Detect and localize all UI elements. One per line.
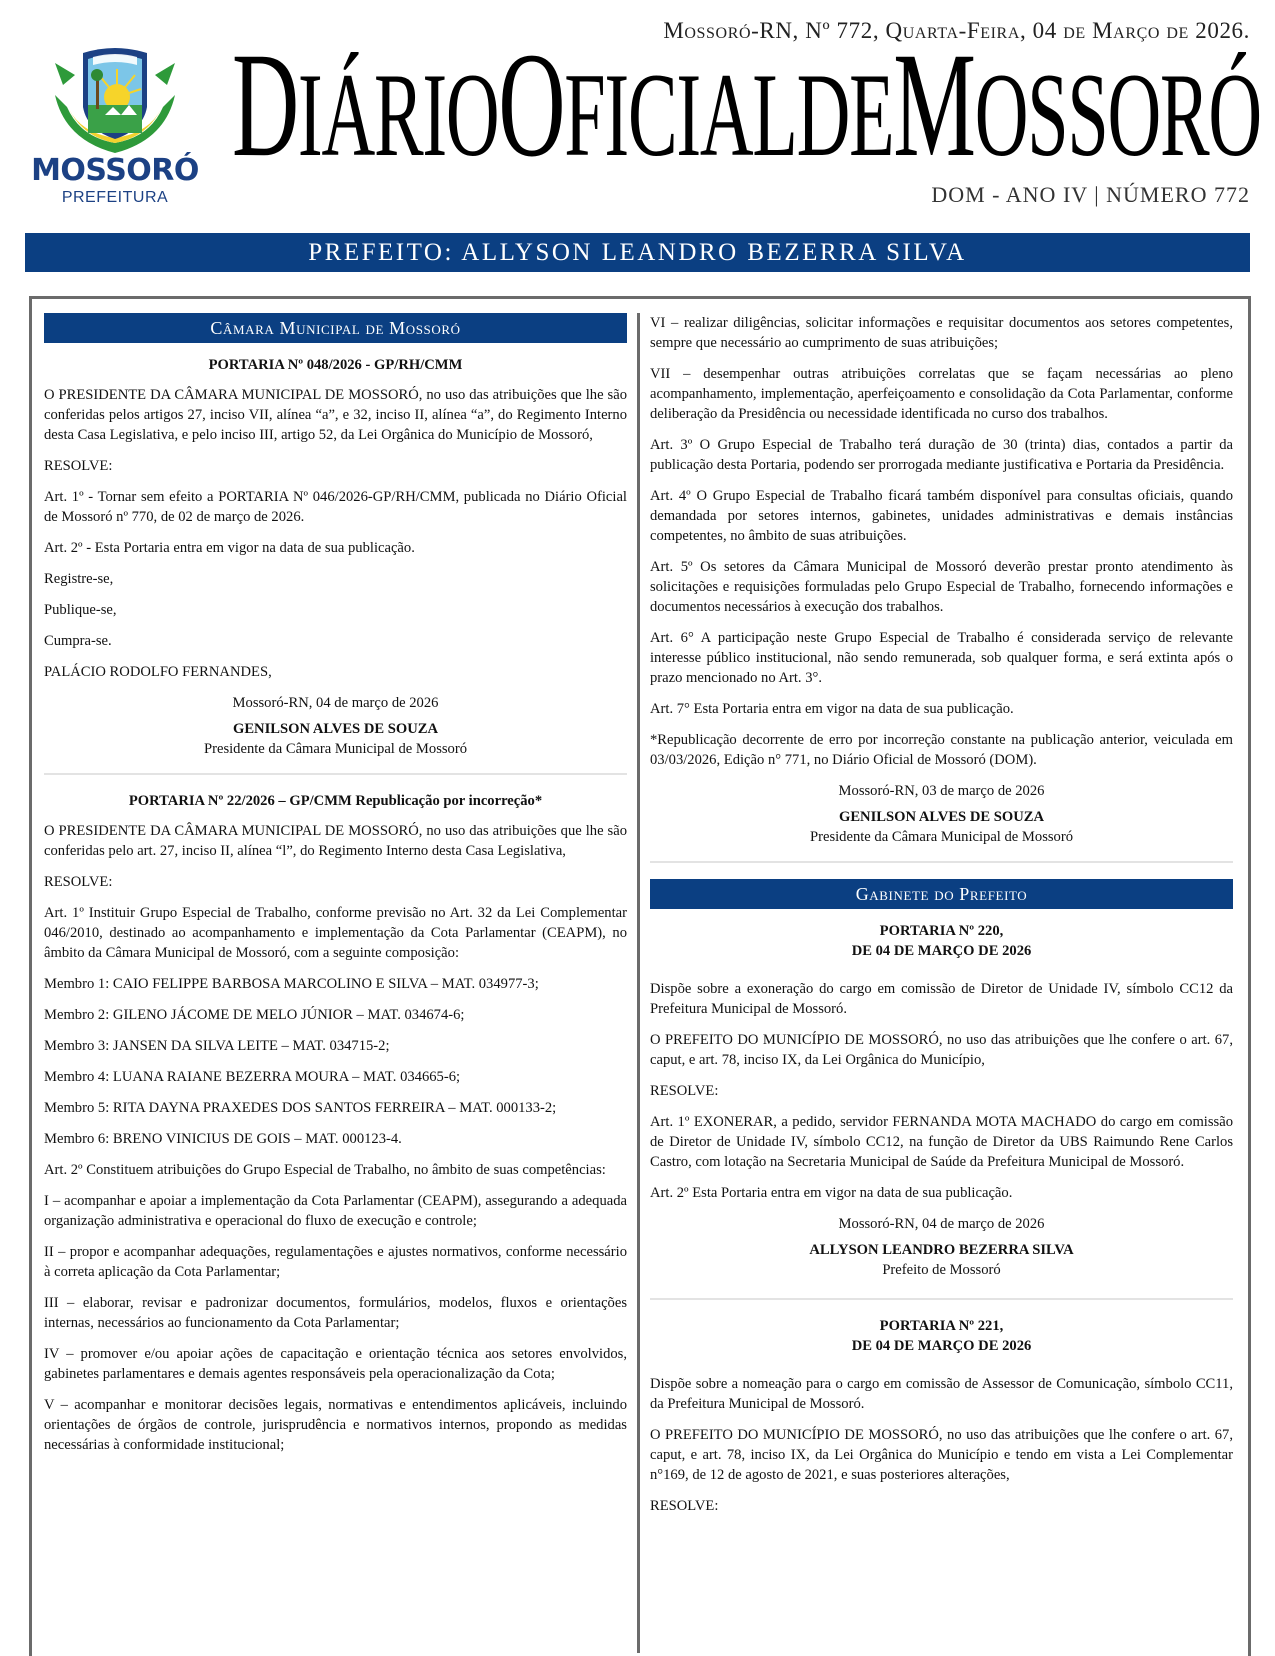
prefeito-banner: PREFEITO: ALLYSON LEANDRO BEZERRA SILVA	[25, 233, 1250, 272]
portaria-22-art7: Art. 7° Esta Portaria entra em vigor na data de sua publicação.	[650, 701, 1014, 717]
member-item: Membro 6: BRENO VINICIUS DE GOIS – MAT. 000123-4.	[44, 1131, 402, 1147]
portaria-22-art4: Art. 4º O Grupo Especial de Trabalho ficará também disponível para consultas oficiais, quando demandada por setores internos, gabinetes, unidades administrativas e demais instâncias competentes, no âmbito de suas atribuições.	[650, 488, 1233, 544]
section-divider	[44, 773, 627, 775]
portaria-048-publique: Publique-se,	[44, 602, 117, 618]
masthead-word: DE	[796, 48, 894, 181]
portaria-220-art2: Art. 2º Esta Portaria entra em vigor na data de sua publicação.	[650, 1185, 1013, 1201]
portaria-22-note: *Republicação decorrente de erro por incorreção constante na publicação anterior, veiculada em 03/03/2026, Edição n° 771, no Diário Oficial de Mossoró (DOM).	[650, 732, 1233, 768]
masthead-letter: D	[232, 22, 298, 188]
competence-item: I – acompanhar e apoiar a implementação da Cota Parlamentar (CEAPM), assegurando a adequada organização administrativa e operacional do fluxo de execução e controle;	[44, 1193, 627, 1229]
section-divider	[650, 861, 1233, 863]
portaria-22-signer-name: GENILSON ALVES DE SOUZA	[838, 809, 1045, 825]
member-item: Membro 2: GILENO JÁCOME DE MELO JÚNIOR – MAT. 034674-6;	[44, 1007, 465, 1023]
portaria-048-title: PORTARIA Nº 048/2026 - GP/RH/CMM	[208, 357, 463, 373]
masthead-word: OSSORÓ	[974, 48, 1261, 181]
portaria-220-summary: Dispõe sobre a exoneração do cargo em comissão de Diretor de Unidade IV, símbolo CC12 da Prefeitura Municipal de Mossoró.	[650, 981, 1233, 1017]
portaria-221-title-line1: PORTARIA Nº 221,	[879, 1318, 1004, 1334]
portaria-048-preamble: O PRESIDENTE DA CÂMARA MUNICIPAL DE MOSSORÓ, no uso das atribuições que lhe são conferidas pelos artigos 27, inciso VII, alínea “a”, e 32, inciso II, alínea “a”, do Regimento Interno desta Casa Legislativa, e pelo inciso III, artigo 52, da Lei Orgânica do Município de Mossoró,	[44, 387, 627, 443]
portaria-048-signer-role: Presidente da Câmara Municipal de Mossoró	[203, 741, 468, 757]
portaria-048-place-date: Mossoró-RN, 04 de março de 2026	[232, 695, 439, 711]
portaria-22-preamble: O PRESIDENTE DA CÂMARA MUNICIPAL DE MOSSORÓ, no uso das atribuições que lhe são conferidas pelo art. 27, inciso II, alínea “l”, do Regimento Interno desta Casa Legislativa,	[44, 823, 627, 859]
masthead-word: IÁRIO	[297, 48, 499, 181]
edition-dateline: Mossoró-RN, Nº 772, Quarta-Feira, 04 de Março de 2026.	[663, 18, 1250, 43]
member-item: Membro 3: JANSEN DA SILVA LEITE – MAT. 034715-2;	[44, 1038, 390, 1054]
member-item: Membro 5: RITA DAYNA PRAXEDES DOS SANTOS FERREIRA – MAT. 000133-2;	[44, 1100, 557, 1116]
portaria-220-place-date: Mossoró-RN, 04 de março de 2026	[838, 1216, 1045, 1232]
portaria-048-signer-name: GENILSON ALVES DE SOUZA	[232, 721, 439, 737]
portaria-22-art1: Art. 1º Instituir Grupo Especial de Trabalho, conforme previsão no Art. 32 da Lei Complementar 046/2010, destinado ao acompanhamento e implementação da Cota Parlamentar (CEAPM), no âmbito da Câmara Municipal de Mossoró, com a seguinte composição:	[44, 905, 627, 961]
portaria-22-resolve: RESOLVE:	[44, 874, 113, 890]
prefeitura-logo	[25, 45, 205, 205]
portaria-220-title-line1: PORTARIA Nº 220,	[879, 923, 1004, 939]
masthead-word: FICIAL	[564, 48, 797, 181]
portaria-220-signer-role: Prefeito de Mossoró	[882, 1262, 1001, 1278]
competence-item: II – propor e acompanhar adequações, regulamentações e ajustes normativos, conforme necessário à correta aplicação da Cota Parlamentar;	[44, 1244, 627, 1280]
portaria-048-resolve: RESOLVE:	[44, 458, 113, 474]
portaria-22-place-date: Mossoró-RN, 03 de março de 2026	[838, 783, 1045, 799]
portaria-22-art6: Art. 6° A participação neste Grupo Especial de Trabalho é considerada serviço de relevante interesse público institucional, não sendo remunerada, sob qualquer forma, e será extinta após o prazo mencionado no Art. 3°.	[650, 630, 1233, 686]
portaria-221-summary: Dispõe sobre a nomeação para o cargo em comissão de Assessor de Comunicação, símbolo CC11, da Prefeitura Municipal de Mossoró.	[650, 1376, 1233, 1412]
issue-number: DOM - ANO IV | NÚMERO 772	[931, 182, 1250, 207]
portaria-221-preamble: O PREFEITO DO MUNICÍPIO DE MOSSORÓ, no uso das atribuições que lhe confere o art. 67, caput, e art. 78, inciso IX, da Lei Orgânica do Município e tendo em vista a Lei Complementar n°169, de 12 de agosto de 2021, e suas posteriores alterações,	[650, 1427, 1233, 1483]
section-header-camara: Câmara Municipal de Mossoró	[44, 313, 627, 343]
portaria-221-resolve: RESOLVE:	[650, 1498, 719, 1514]
competence-item: IV – promover e/ou apoiar ações de capacitação e orientação técnica aos setores envolvidos, gabinetes parlamentares e demais agentes responsáveis pela operacionalização da Cota;	[44, 1346, 627, 1382]
section-divider	[650, 1298, 1233, 1300]
portaria-221-title-line2: DE 04 DE MARÇO DE 2026	[851, 1338, 1032, 1354]
left-column	[44, 313, 627, 1466]
member-item: Membro 4: LUANA RAIANE BEZERRA MOURA – MAT. 034665-6;	[44, 1069, 461, 1085]
competence-item: V – acompanhar e monitorar decisões legais, normativas e entendimentos aplicáveis, incluindo orientações de órgãos de controle, jurisprudência e normativos internos, propondo as medidas necessárias à conformidade institucional;	[44, 1397, 627, 1453]
masthead-letter: O	[498, 22, 565, 188]
portaria-22-art5: Art. 5º Os setores da Câmara Municipal de Mossoró deverão prestar pronto atendimento às solicitações e requisições formuladas pelo Grupo Especial de Trabalho, fornecendo informações e documentos necessários à execução dos trabalhos.	[650, 559, 1233, 615]
portaria-220-preamble: O PREFEITO DO MUNICÍPIO DE MOSSORÓ, no uso das atribuições que lhe confere o art. 67, caput, e art. 78, inciso IX, da Lei Orgânica do Município,	[650, 1032, 1233, 1068]
portaria-048-art1: Art. 1º - Tornar sem efeito a PORTARIA Nº 046/2026-GP/RH/CMM, publicada no Diário Oficial de Mossoró nº 770, de 02 de março de 2026.	[44, 489, 627, 525]
logo-city-name: MOSSORÓ	[31, 153, 199, 188]
portaria-048-palacio: PALÁCIO RODOLFO FERNANDES,	[44, 664, 272, 680]
portaria-22-art2: Art. 2º Constituem atribuições do Grupo Especial de Trabalho, no âmbito de suas competências:	[44, 1162, 606, 1178]
portaria-048-art2: Art. 2º - Esta Portaria entra em vigor na data de sua publicação.	[44, 540, 415, 556]
column-divider	[637, 313, 640, 1653]
portaria-22-title: PORTARIA Nº 22/2026 – GP/CMM Republicação por incorreção*	[128, 793, 543, 809]
portaria-22-art3: Art. 3º O Grupo Especial de Trabalho terá duração de 30 (trinta) dias, contados a partir da publicação desta Portaria, podendo ser prorrogada mediante justificativa e Portaria da Presidência.	[650, 437, 1233, 473]
right-column	[650, 313, 1233, 1527]
coat-of-arms-icon	[55, 45, 175, 155]
logo-subtitle: PREFEITURA	[61, 189, 169, 206]
portaria-220-signer-name: ALLYSON LEANDRO BEZERRA SILVA	[809, 1242, 1074, 1258]
competence-item: VII – desempenhar outras atribuições correlatas que se façam necessárias ao pleno acompanhamento, implementação, aperfeiçoamento e consolidação da Cota Parlamentar, conforme deliberação da Presidência ou necessidade identificada no curso dos trabalhos.	[650, 366, 1233, 422]
portaria-220-title-line2: DE 04 DE MARÇO DE 2026	[851, 943, 1032, 959]
competence-item: VI – realizar diligências, solicitar informações e requisitar documentos aos setores competentes, sempre que necessário ao cumprimento de suas atribuições;	[650, 315, 1233, 351]
portaria-048-cumpra: Cumpra-se.	[44, 633, 112, 649]
portaria-22-signer-role: Presidente da Câmara Municipal de Mossoró	[809, 829, 1074, 845]
masthead-letter: M	[893, 22, 975, 188]
portaria-220-resolve: RESOLVE:	[650, 1083, 719, 1099]
portaria-048-registre: Registre-se,	[44, 571, 114, 587]
portaria-220-art1: Art. 1º EXONERAR, a pedido, servidor FERNANDA MOTA MACHADO do cargo em comissão de Diretor de Unidade IV, símbolo CC12, na função de Diretor da UBS Raimundo Rene Carlos Castro, com lotação na Secretaria Municipal de Saúde da Prefeitura Municipal de Mossoró.	[650, 1114, 1233, 1170]
competence-item: III – elaborar, revisar e padronizar documentos, formulários, modelos, fluxos e orientações internas, necessários ao funcionamento da Cota Parlamentar;	[44, 1295, 627, 1331]
section-header-gabinete: Gabinete do Prefeito	[650, 879, 1233, 909]
member-item: Membro 1: CAIO FELIPPE BARBOSA MARCOLINO E SILVA – MAT. 034977-3;	[44, 976, 539, 992]
